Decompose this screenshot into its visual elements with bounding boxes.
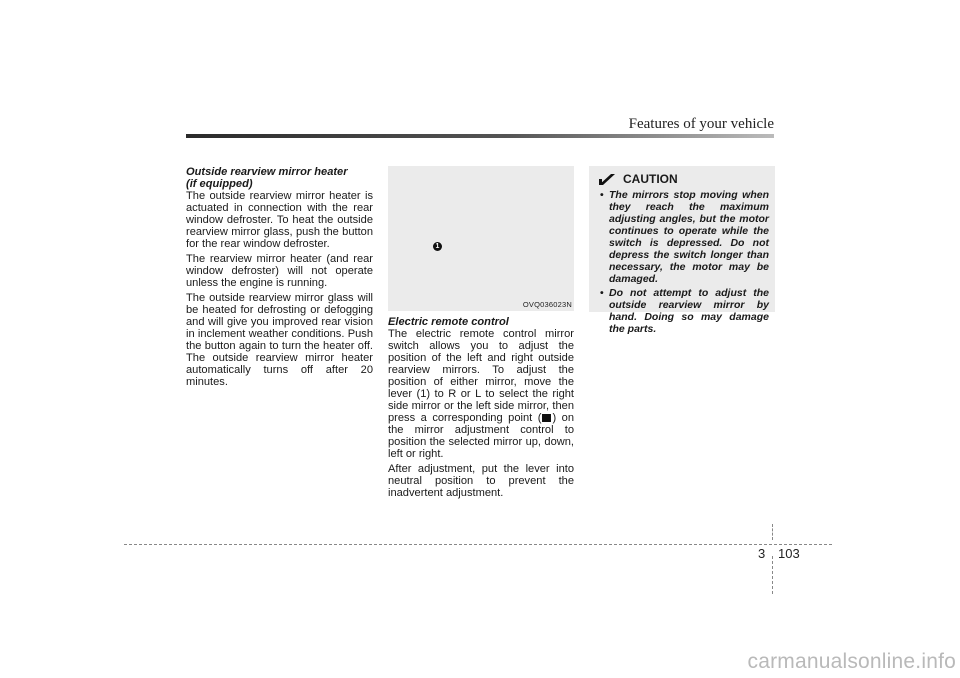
paragraph-text: ) on the mirror adjustment control to position the selected mirror up, down, left or right. bbox=[388, 412, 574, 460]
page-number: 103 bbox=[778, 546, 800, 561]
mirror-heater-paragraph: The outside rearview mirror glass will be heated for defrosting or defogging and will give you improved rear vision in inclement weather conditions. Push the button again to turn the heater off. The outside rearview mirror heater automatically turns off after 20 minutes. bbox=[186, 292, 373, 388]
figure-code: OVQ036023N bbox=[522, 300, 572, 309]
mirror-heater-paragraph: The outside rearview mirror heater is actuated in connection with the rear window defroster. To heat the outside rearview mirror glass, push the button for the rear window defroster. bbox=[186, 190, 373, 250]
electric-remote-paragraph bbox=[388, 328, 574, 460]
caution-title: CAUTION bbox=[623, 172, 678, 186]
caution-list bbox=[595, 189, 769, 335]
caution-item: • Do not attempt to adjust the outside rearview mirror by hand. Doing so may damage the parts. bbox=[595, 287, 769, 335]
header-rule bbox=[186, 134, 774, 138]
electric-remote-paragraph: After adjustment, put the lever into neutral position to prevent the inadvertent adjustment. bbox=[388, 463, 574, 499]
caution-header bbox=[599, 172, 769, 186]
mirror-heater-heading-line2: (if equipped) bbox=[186, 178, 253, 190]
caution-box bbox=[589, 166, 775, 335]
mirror-heater-paragraph: The rearview mirror heater (and rear window defroster) will not operate unless the engine is running. bbox=[186, 253, 373, 289]
watermark-text: carmanualsonline.info bbox=[747, 650, 956, 673]
caution-pen-icon bbox=[599, 174, 615, 185]
mirror-heater-section bbox=[186, 166, 373, 391]
chapter-number: 3 bbox=[758, 546, 766, 561]
paragraph-text: The electric remote control mirror switch allows you to adjust the position of the left and right outside rearview mirrors. To adjust the position of either mirror, move the lever (1) to R or L to select the right side mirror or the left side mirror, then press a corresponding point ( bbox=[388, 328, 574, 424]
figure-callout-marker: 1 bbox=[433, 242, 442, 251]
black-square-icon bbox=[542, 414, 551, 422]
mirror-heater-heading bbox=[186, 166, 373, 190]
footer-rule bbox=[124, 544, 832, 545]
electric-remote-section bbox=[388, 316, 574, 502]
mirror-heater-heading-line1: Outside rearview mirror heater bbox=[186, 166, 348, 178]
electric-remote-heading: Electric remote control bbox=[388, 316, 509, 328]
caution-item: • The mirrors stop moving when they reach the maximum adjusting angles, but the motor continues to operate while the switch is depressed. Do not depress the switch longer than necessary, the motor may be damaged. bbox=[595, 189, 769, 285]
section-title: Features of your vehicle bbox=[628, 116, 774, 132]
mirror-control-figure bbox=[388, 166, 574, 311]
page-divider bbox=[772, 556, 773, 594]
page-divider bbox=[772, 524, 773, 540]
